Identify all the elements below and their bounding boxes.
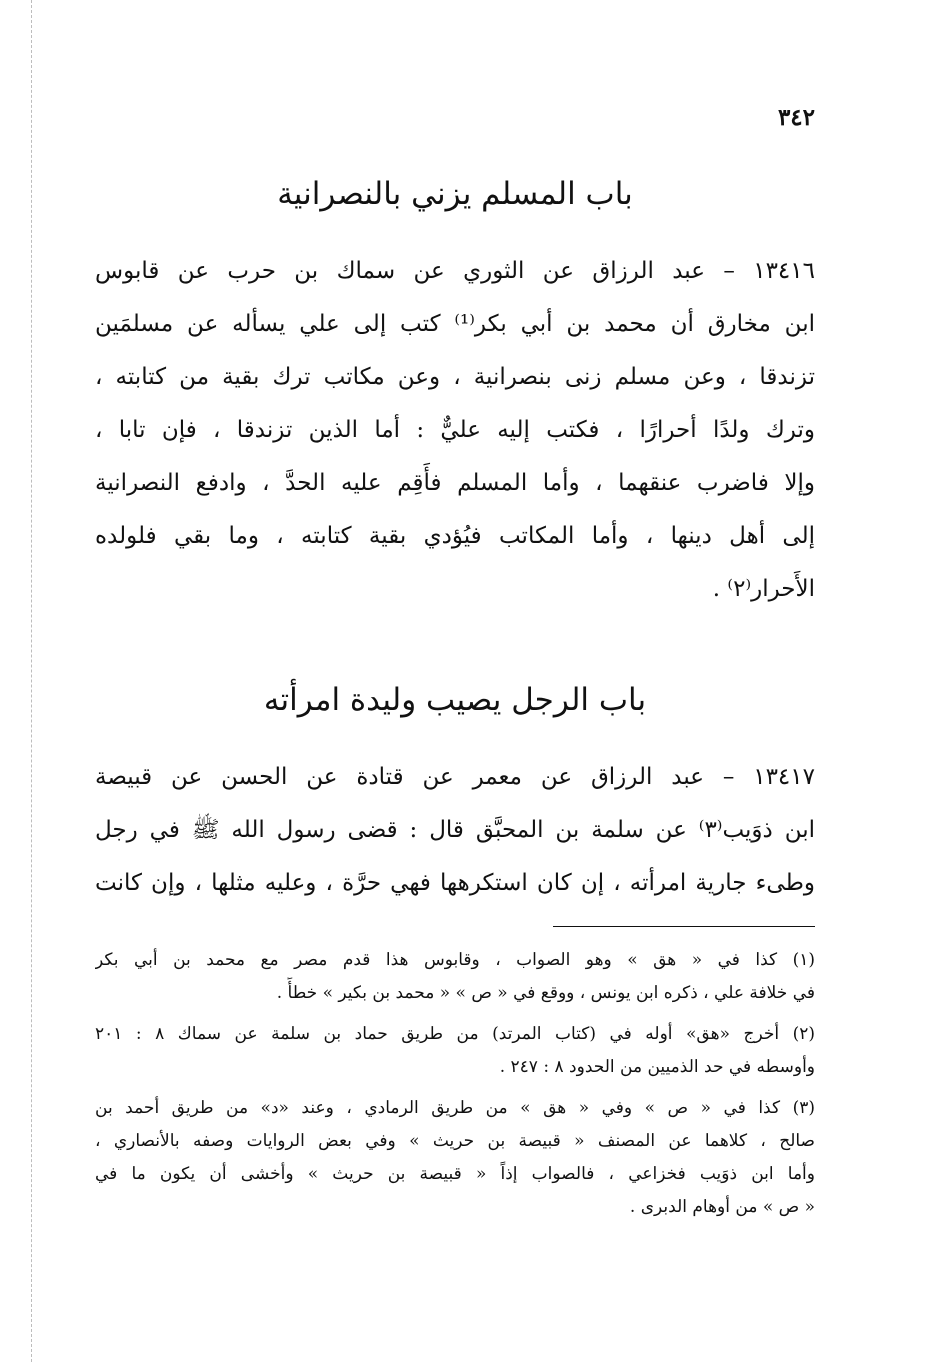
book-page [95,0,815,1362]
footnote-line: (٣) كذا في « ص » وفي « هق » من طريق الرمادي ، وعند «د» من طريق أحمد بن [95,1098,815,1118]
hadith-13416 [95,245,815,616]
footnotes [95,944,815,1232]
footnote-1 [95,944,815,1010]
chapter-title-1: باب المسلم يزني بالنصرانية [277,176,633,212]
footnote-line: وأما ابن ذوَيب فخزاعي ، فالصواب إذاً « قبيصة بن حريث » وأخشى أن يكون ما في [95,1164,815,1184]
footnote-line: (١) كذا في « هق » وهو الصواب ، وقابوس هذا قدم مصر مع محمد بن أبي بكر [95,950,815,970]
text-line: ابن ذوَيب⁽٣⁾ عن سلمة بن المحبَّق قال : قضى رسول الله ﷺ في رجل [95,817,815,843]
text-line: وإلا فاضرب عنقهما ، وأما المسلم فأَقِم عليه الحدَّ ، وادفع النصرانية [95,470,815,496]
footnote-line: وأوسطه في حد الذميين من الحدود ٨ : ٢٤٧ . [499,1057,815,1077]
text-line: وطىء جارية امرأته ، إن كان استكرهها فهي حرَّة ، وعليه مثلها ، وإن كانت [95,870,815,896]
footnote-separator [553,926,815,927]
footnote-line: « ص » من أوهام الدبرى . [629,1197,815,1217]
text-line: الأَحرار⁽٢⁾ . [712,576,815,602]
hadith-13417 [95,751,815,910]
text-line: ١٣٤١٦ – عبد الرزاق عن الثوري عن سماك بن حرب عن قابوس [95,258,815,284]
text-line: تزندقا ، وعن مسلم زنى بنصرانية ، وعن مكاتب ترك بقية من كتابته ، [95,364,815,390]
footnote-2 [95,1018,815,1084]
footnote-line: في خلافة علي ، ذكره ابن يونس ، ووقع في « ص » « محمد بن بكير » خطأً . [276,983,815,1003]
text-line: إلى أهل دينها ، وأما المكاتب فيُؤدي بقية كتابته ، وما بقي فلولده [95,523,815,549]
text-line: وترك ولدًا أحرارًا ، فكتب إليه عليٌّ : أما الذين تزندقا ، فإن تابا ، [95,417,815,443]
chapter-title-2: باب الرجل يصيب وليدة امرأته [263,682,647,718]
footnote-line: (٢) أخرج «هق» أوله في (كتاب المرتد) من طريق حماد بن سلمة عن سماك ٨ : ٢٠١ [95,1024,815,1044]
text-line: ابن مخارق أن محمد بن أبي بكر⁽¹⁾ كتب إلى علي يسأله عن مسلمَين [95,311,815,337]
page-number: ٣٤٢ [777,104,815,131]
footnote-line: صالح ، كلاهما عن المصنف « قبيصة بن حريث » وفي بعض الروايات وصفه بالأنصاري ، [95,1131,815,1151]
footnote-3 [95,1092,815,1224]
margin-rule [31,0,32,1362]
text-line: ١٣٤١٧ – عبد الرزاق عن معمر عن قتادة عن الحسن عن قبيصة [95,764,815,790]
